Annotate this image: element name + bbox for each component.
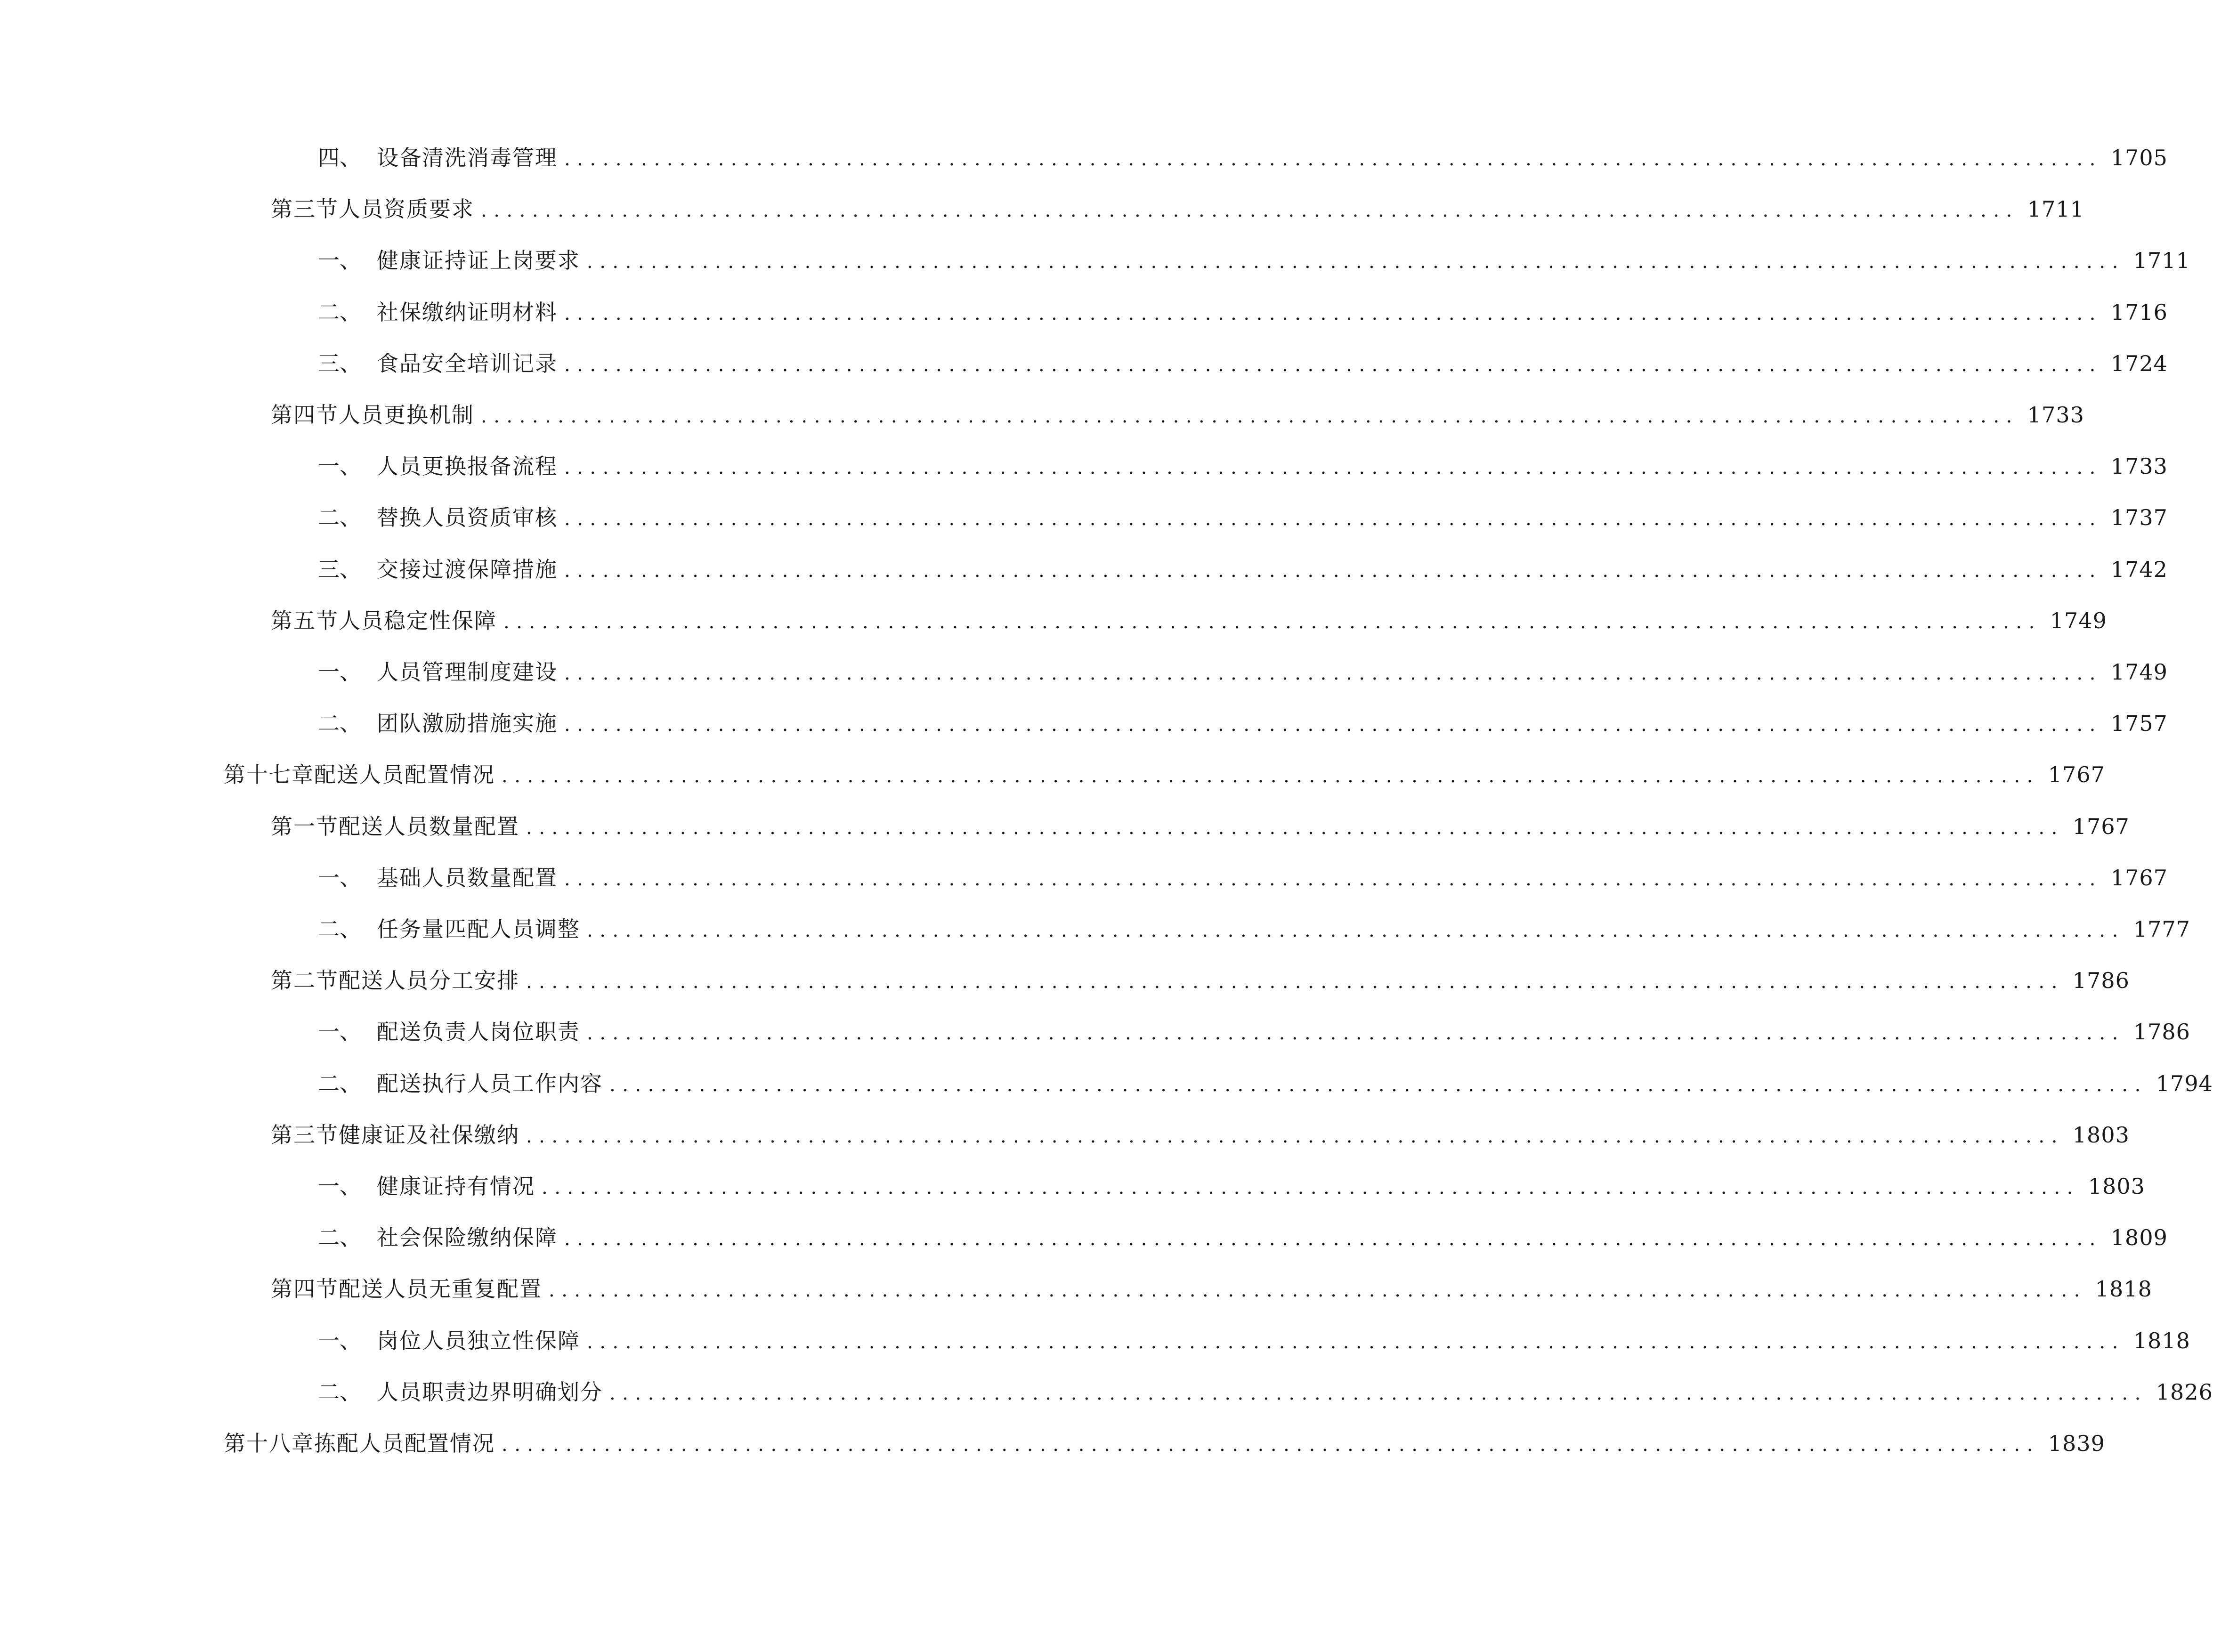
toc-entry-title: 社保缴纳证明材料 <box>377 300 558 325</box>
toc-dot-leader: ........................................................................................................................ <box>481 200 2019 221</box>
toc-entry-page-number: 1733 <box>2110 453 2168 479</box>
toc-entry[interactable] <box>318 1167 2145 1205</box>
toc-dot-leader: ........................................................................................................................ <box>564 663 2102 684</box>
toc-entry[interactable] <box>318 1013 2190 1051</box>
toc-entry-title: 健康证持证上岗要求 <box>377 248 580 273</box>
toc-entry[interactable] <box>318 499 2168 536</box>
toc-entry-number: 一、 <box>318 1328 361 1353</box>
toc-entry[interactable] <box>224 1425 2105 1462</box>
toc-entry-title: 食品安全培训记录 <box>377 351 558 376</box>
toc-entry-title: 人员资质要求 <box>339 196 474 222</box>
toc-dot-leader: ........................................................................................................................ <box>609 1383 2148 1404</box>
toc-entry-number: 二、 <box>318 1379 361 1405</box>
toc-entry[interactable] <box>318 859 2168 897</box>
toc-entry-page-number: 1724 <box>2110 351 2168 376</box>
toc-entry-number: 二、 <box>318 1225 361 1250</box>
toc-entry-number: 第一节 <box>271 814 339 839</box>
toc-entry[interactable] <box>318 910 2190 948</box>
toc-entry-page-number: 1818 <box>2095 1276 2152 1302</box>
toc-dot-leader: ........................................................................................................................ <box>564 560 2102 582</box>
toc-entry-page-number: 1786 <box>2133 1019 2190 1045</box>
toc-entry-title: 健康证持有情况 <box>377 1174 535 1199</box>
toc-entry-title: 交接过渡保障措施 <box>377 557 558 582</box>
toc-entry-title: 健康证及社保缴纳 <box>339 1122 519 1148</box>
toc-entry[interactable] <box>318 1219 2168 1256</box>
toc-entry-page-number: 1826 <box>2156 1379 2213 1405</box>
toc-entry-number: 二、 <box>318 505 361 530</box>
toc-entry-page-number: 1757 <box>2110 711 2168 736</box>
toc-dot-leader: ........................................................................................................................ <box>526 971 2064 993</box>
toc-entry-number: 一、 <box>318 865 361 891</box>
toc-entry-title: 人员职责边界明确划分 <box>377 1379 603 1405</box>
toc-entry-number: 四、 <box>318 145 361 170</box>
toc-entry[interactable] <box>318 653 2168 691</box>
toc-entry-page-number: 1711 <box>2133 248 2190 273</box>
toc-entry-number: 第十八章 <box>224 1431 314 1456</box>
toc-entry-number: 二、 <box>318 711 361 736</box>
toc-dot-leader: ........................................................................................................................ <box>564 508 2102 530</box>
toc-dot-leader: ........................................................................................................................ <box>549 1279 2087 1301</box>
toc-entry-number: 第二节 <box>271 968 339 993</box>
toc-entry-title: 人员更换报备流程 <box>377 453 558 479</box>
toc-entry-page-number: 1839 <box>2048 1431 2105 1456</box>
toc-dot-leader: ........................................................................................................................ <box>542 1177 2080 1199</box>
toc-entry[interactable] <box>318 139 2168 177</box>
toc-entry[interactable] <box>318 345 2168 382</box>
toc-entry-number: 二、 <box>318 300 361 325</box>
toc-entry-number: 第四节 <box>271 1276 339 1302</box>
toc-entry-number: 一、 <box>318 248 361 273</box>
toc-entry[interactable] <box>318 1373 2213 1411</box>
toc-entry-title: 人员稳定性保障 <box>339 608 497 633</box>
toc-entry-title: 设备清洗消毒管理 <box>377 145 558 170</box>
toc-entry-page-number: 1733 <box>2027 402 2084 428</box>
toc-entry-number: 三、 <box>318 557 361 582</box>
toc-entry[interactable] <box>271 1116 2130 1154</box>
toc-entry-page-number: 1737 <box>2110 505 2168 530</box>
toc-entry-number: 一、 <box>318 659 361 685</box>
toc-dot-leader: ........................................................................................................................ <box>564 354 2102 376</box>
toc-dot-leader: ........................................................................................................................ <box>564 457 2102 478</box>
toc-entry[interactable] <box>318 551 2168 588</box>
toc-entry-page-number: 1767 <box>2110 865 2168 891</box>
toc-entry[interactable] <box>271 190 2084 228</box>
toc-entry-page-number: 1742 <box>2110 557 2168 582</box>
toc-entry-page-number: 1818 <box>2133 1328 2190 1353</box>
toc-entry-number: 一、 <box>318 1174 361 1199</box>
toc-entry[interactable] <box>318 293 2168 331</box>
toc-dot-leader: ........................................................................................................................ <box>526 1126 2064 1147</box>
toc-entry-page-number: 1803 <box>2088 1174 2145 1199</box>
toc-entry-title: 人员管理制度建设 <box>377 659 558 685</box>
toc-dot-leader: ........................................................................................................................ <box>481 405 2019 427</box>
toc-entry-page-number: 1716 <box>2110 300 2168 325</box>
toc-entry-number: 第五节 <box>271 608 339 633</box>
toc-entry-title: 岗位人员独立性保障 <box>377 1328 580 1353</box>
toc-entry-title: 配送人员分工安排 <box>339 968 519 993</box>
toc-entry-page-number: 1803 <box>2072 1122 2130 1148</box>
toc-entry-page-number: 1777 <box>2133 916 2190 942</box>
toc-entry-title: 社会保险缴纳保障 <box>377 1225 558 1250</box>
toc-dot-leader: ........................................................................................................................ <box>564 714 2102 736</box>
toc-entry-title: 配送人员数量配置 <box>339 814 519 839</box>
toc-dot-leader: ........................................................................................................................ <box>609 1074 2148 1096</box>
toc-dot-leader: ........................................................................................................................ <box>564 868 2102 890</box>
toc-entry[interactable] <box>271 602 2107 640</box>
toc-entry-page-number: 1809 <box>2110 1225 2168 1250</box>
toc-entry-number: 一、 <box>318 1019 361 1045</box>
toc-entry-number: 二、 <box>318 1071 361 1096</box>
toc-entry-number: 第三节 <box>271 196 339 222</box>
toc-dot-leader: ........................................................................................................................ <box>564 148 2102 170</box>
toc-dot-leader: ........................................................................................................................ <box>502 765 2040 787</box>
toc-entry[interactable] <box>271 808 2130 845</box>
toc-entry-title: 替换人员资质审核 <box>377 505 558 530</box>
toc-entry-page-number: 1749 <box>2050 608 2107 633</box>
toc-entry-page-number: 1711 <box>2027 196 2084 222</box>
toc-entry-number: 第三节 <box>271 1122 339 1148</box>
toc-entry-page-number: 1767 <box>2048 762 2105 787</box>
toc-dot-leader: ........................................................................................................................ <box>587 1331 2125 1353</box>
toc-entry-page-number: 1786 <box>2072 968 2130 993</box>
toc-entry-number: 三、 <box>318 351 361 376</box>
toc-entry[interactable] <box>318 242 2190 279</box>
toc-entry-page-number: 1767 <box>2072 814 2130 839</box>
toc-entry-title: 配送人员无重复配置 <box>339 1276 542 1302</box>
toc-entry[interactable] <box>318 447 2168 485</box>
toc-entry[interactable] <box>318 1065 2213 1102</box>
toc-entry[interactable] <box>271 1270 2152 1308</box>
toc-entry-number: 二、 <box>318 916 361 942</box>
toc-dot-leader: ........................................................................................................................ <box>587 920 2125 941</box>
toc-entry-title: 任务量匹配人员调整 <box>377 916 580 942</box>
toc-entry-number: 第十七章 <box>224 762 314 787</box>
toc-entry-page-number: 1749 <box>2110 659 2168 685</box>
toc-entry[interactable] <box>271 396 2084 434</box>
toc-entry[interactable] <box>224 756 2105 794</box>
toc-dot-leader: ........................................................................................................................ <box>564 1228 2102 1250</box>
toc-dot-leader: ........................................................................................................................ <box>503 611 2042 633</box>
toc-entry-page-number: 1705 <box>2110 145 2168 170</box>
toc-entry-title: 拣配人员配置情况 <box>314 1431 495 1456</box>
toc-dot-leader: ........................................................................................................................ <box>526 817 2064 839</box>
toc-entry-page-number: 1794 <box>2156 1071 2213 1096</box>
toc-entry-title: 配送人员配置情况 <box>314 762 495 787</box>
toc-dot-leader: ........................................................................................................................ <box>587 251 2125 273</box>
toc-dot-leader: ........................................................................................................................ <box>587 1022 2125 1044</box>
toc-entry[interactable] <box>318 1322 2190 1360</box>
toc-entry-title: 配送执行人员工作内容 <box>377 1071 603 1096</box>
toc-entry-title: 人员更换机制 <box>339 402 474 428</box>
toc-entry[interactable] <box>271 962 2130 999</box>
toc-dot-leader: ........................................................................................................................ <box>564 303 2102 324</box>
toc-dot-leader: ........................................................................................................................ <box>502 1434 2040 1456</box>
toc-entry-title: 团队激励措施实施 <box>377 711 558 736</box>
toc-entry-number: 第四节 <box>271 402 339 428</box>
toc-entry-number: 一、 <box>318 453 361 479</box>
toc-entry-title: 基础人员数量配置 <box>377 865 558 891</box>
toc-entry[interactable] <box>318 705 2168 742</box>
toc-entry-title: 配送负责人岗位职责 <box>377 1019 580 1045</box>
